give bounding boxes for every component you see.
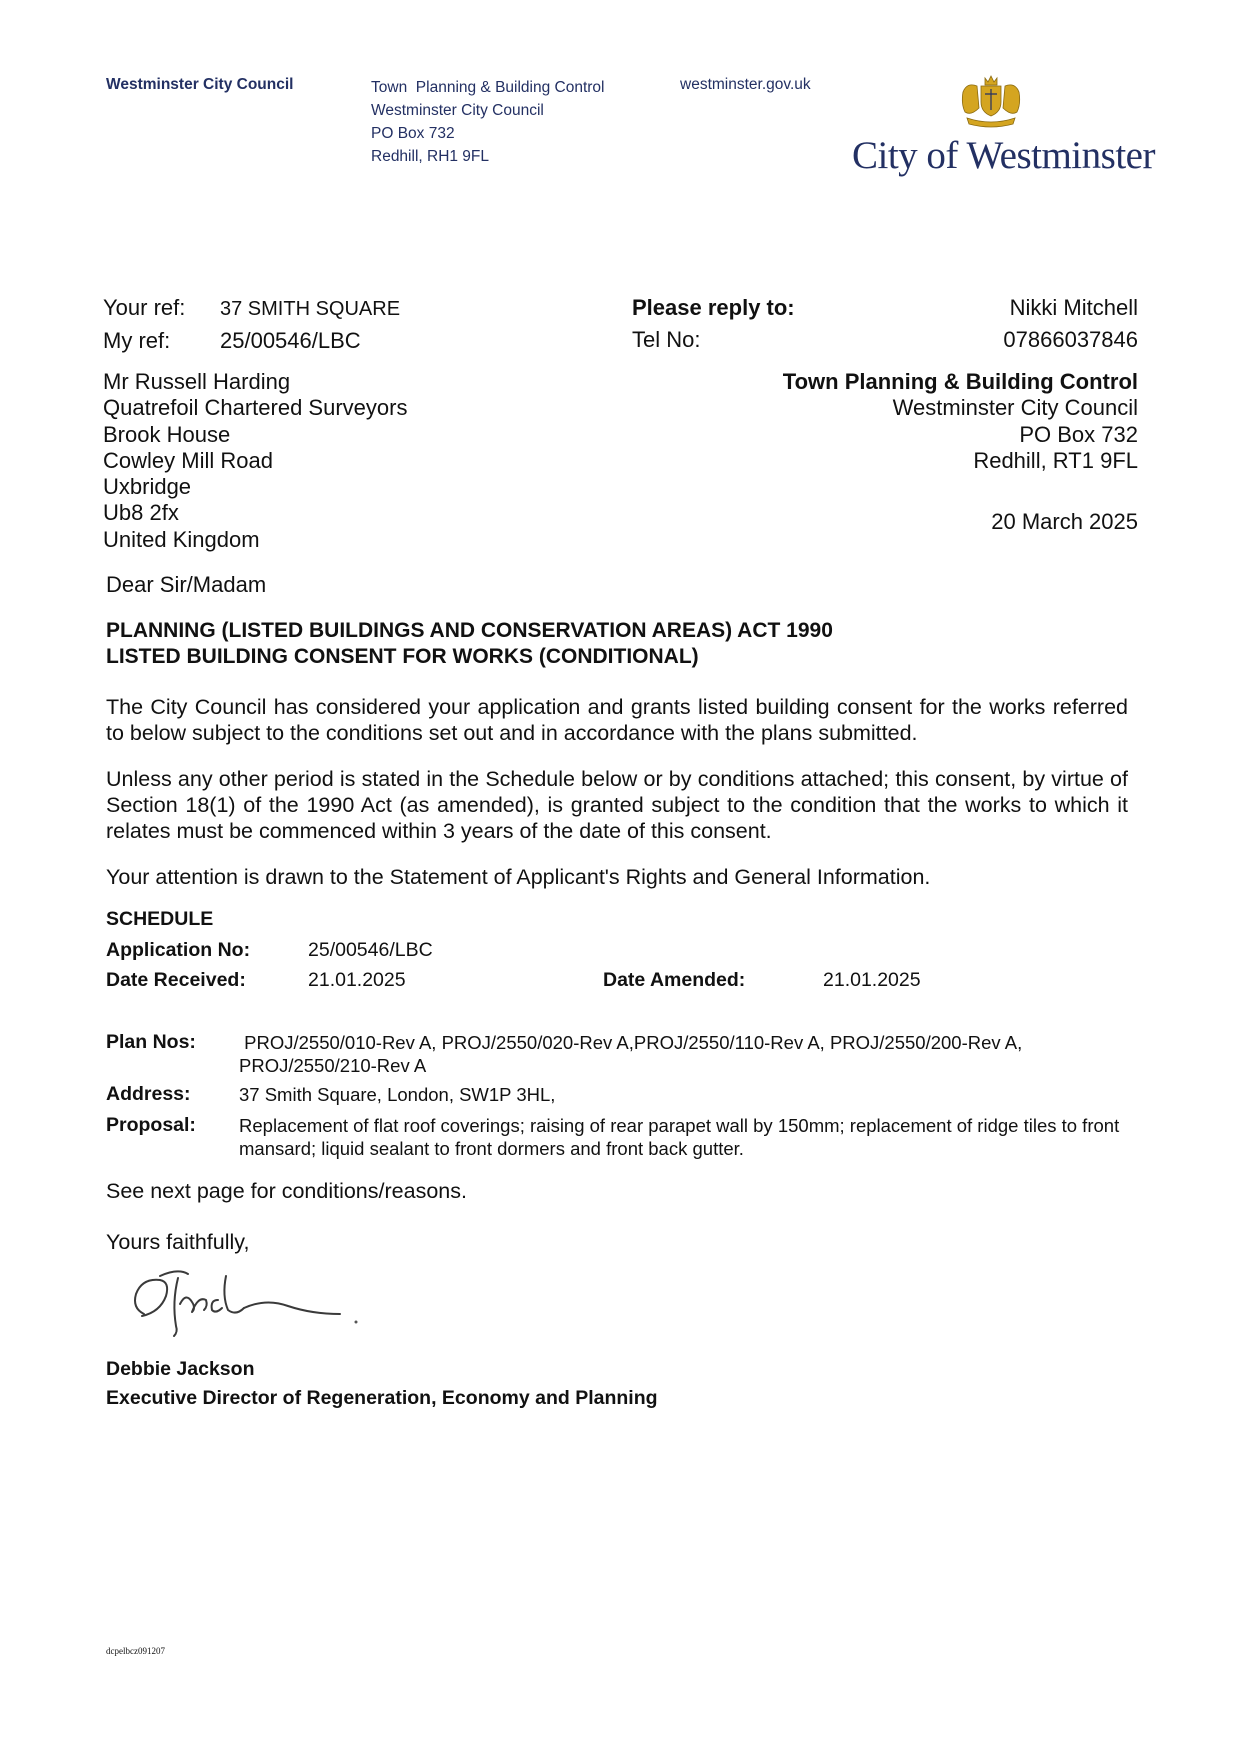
signatory-title: Executive Director of Regeneration, Economy and Planning bbox=[106, 1387, 658, 1409]
council-name: Westminster City Council bbox=[106, 76, 294, 93]
letterhead-address bbox=[371, 76, 605, 168]
reply-block bbox=[632, 292, 1138, 356]
date-amended-value: 21.01.2025 bbox=[823, 969, 921, 991]
sender-line: Westminster City Council bbox=[892, 395, 1138, 421]
recipient-line: United Kingdom bbox=[103, 526, 260, 552]
coat-of-arms-icon bbox=[955, 72, 1027, 128]
letterhead-address-line: Westminster City Council bbox=[371, 102, 544, 119]
tel-label: Tel No: bbox=[632, 327, 701, 352]
recipient-address bbox=[103, 369, 407, 553]
letterhead-address-line: Redhill, RH1 9FL bbox=[371, 148, 490, 165]
heading-line-1: PLANNING (LISTED BUILDINGS AND CONSERVATION AREAS) ACT 1990 bbox=[106, 619, 833, 642]
date-amended-label: Date Amended: bbox=[603, 969, 746, 991]
see-next-page-note: See next page for conditions/reasons. bbox=[106, 1179, 467, 1203]
recipient-line: Uxbridge bbox=[103, 474, 192, 500]
application-no-value: 25/00546/LBC bbox=[308, 939, 433, 961]
recipient-line: Mr Russell Harding bbox=[103, 369, 291, 394]
sender-line: PO Box 732 bbox=[1019, 421, 1138, 447]
application-no-label: Application No: bbox=[106, 939, 251, 961]
salutation: Dear Sir/Madam bbox=[106, 572, 267, 597]
proposal-label: Proposal: bbox=[106, 1114, 196, 1136]
plan-nos-value: PROJ/2550/010-Rev A, PROJ/2550/020-Rev A,PROJ/2550/110-Rev A, PROJ/2550/200-Rev A, PROJ/2550/210-Rev A bbox=[239, 1032, 1028, 1076]
recipient-line: Quatrefoil Chartered Surveyors bbox=[103, 395, 408, 421]
reference-block bbox=[103, 292, 400, 357]
schedule-title: SCHEDULE bbox=[106, 908, 214, 930]
signatory-name: Debbie Jackson bbox=[106, 1358, 255, 1380]
address-label: Address: bbox=[106, 1083, 191, 1105]
body-paragraph-2: Unless any other period is stated in the Schedule below or by conditions attached; this consent, by virtue of Section 18(1) of the 1990 Act (as amended), is granted subject to the condition that the works to which it relates must be commenced within 3 years of the date of this consent. bbox=[106, 767, 1128, 843]
my-ref-label: My ref: bbox=[103, 328, 171, 353]
date-received-label: Date Received: bbox=[106, 969, 246, 991]
website-link[interactable]: westminster.gov.uk bbox=[680, 76, 811, 93]
letter-heading bbox=[106, 618, 833, 670]
my-ref-value: 25/00546/LBC bbox=[220, 328, 361, 353]
address-value: 37 Smith Square, London, SW1P 3HL, bbox=[239, 1084, 556, 1105]
sign-off: Yours faithfully, bbox=[106, 1230, 250, 1254]
city-of-westminster-logo: City of Westminster bbox=[852, 134, 1155, 177]
sender-line: Redhill, RT1 9FL bbox=[973, 447, 1138, 473]
date-received-value: 21.01.2025 bbox=[308, 969, 406, 991]
reply-to-label: Please reply to: bbox=[632, 295, 795, 320]
your-ref-value: 37 SMITH SQUARE bbox=[220, 298, 401, 320]
your-ref-label: Your ref: bbox=[103, 295, 186, 320]
letterhead-address-line: Town Planning & Building Control bbox=[371, 79, 605, 96]
plan-nos-label: Plan Nos: bbox=[106, 1031, 196, 1053]
footer-document-code: dcpelbcz091207 bbox=[106, 1646, 165, 1656]
recipient-line: Ub8 2fx bbox=[103, 500, 179, 526]
letterhead-address-line: PO Box 732 bbox=[371, 125, 455, 142]
recipient-line: Cowley Mill Road bbox=[103, 447, 273, 473]
tel-value: 07866037846 bbox=[1003, 327, 1138, 352]
body-paragraph-3: Your attention is drawn to the Statement of Applicant's Rights and General Information. bbox=[106, 865, 931, 889]
proposal-value: Replacement of flat roof coverings; raising of rear parapet wall by 150mm; replacement of ridge tiles to front mansard; liquid sealant to front dormers and front back gutter. bbox=[239, 1115, 1120, 1159]
body-paragraph-1: The City Council has considered your application and grants listed building consent for the works referred to below subject to the conditions set out and in accordance with the plans submitted. bbox=[106, 695, 1128, 745]
recipient-line: Brook House bbox=[103, 421, 231, 447]
letter-date: 20 March 2025 bbox=[991, 509, 1138, 534]
sender-department: Town Planning & Building Control bbox=[782, 369, 1138, 394]
heading-line-2: LISTED BUILDING CONSENT FOR WORKS (CONDITIONAL) bbox=[106, 645, 699, 668]
reply-to-name: Nikki Mitchell bbox=[1009, 295, 1138, 320]
signatory-block bbox=[106, 1355, 658, 1413]
handwritten-signature bbox=[126, 1256, 366, 1340]
sender-address bbox=[700, 369, 1138, 474]
